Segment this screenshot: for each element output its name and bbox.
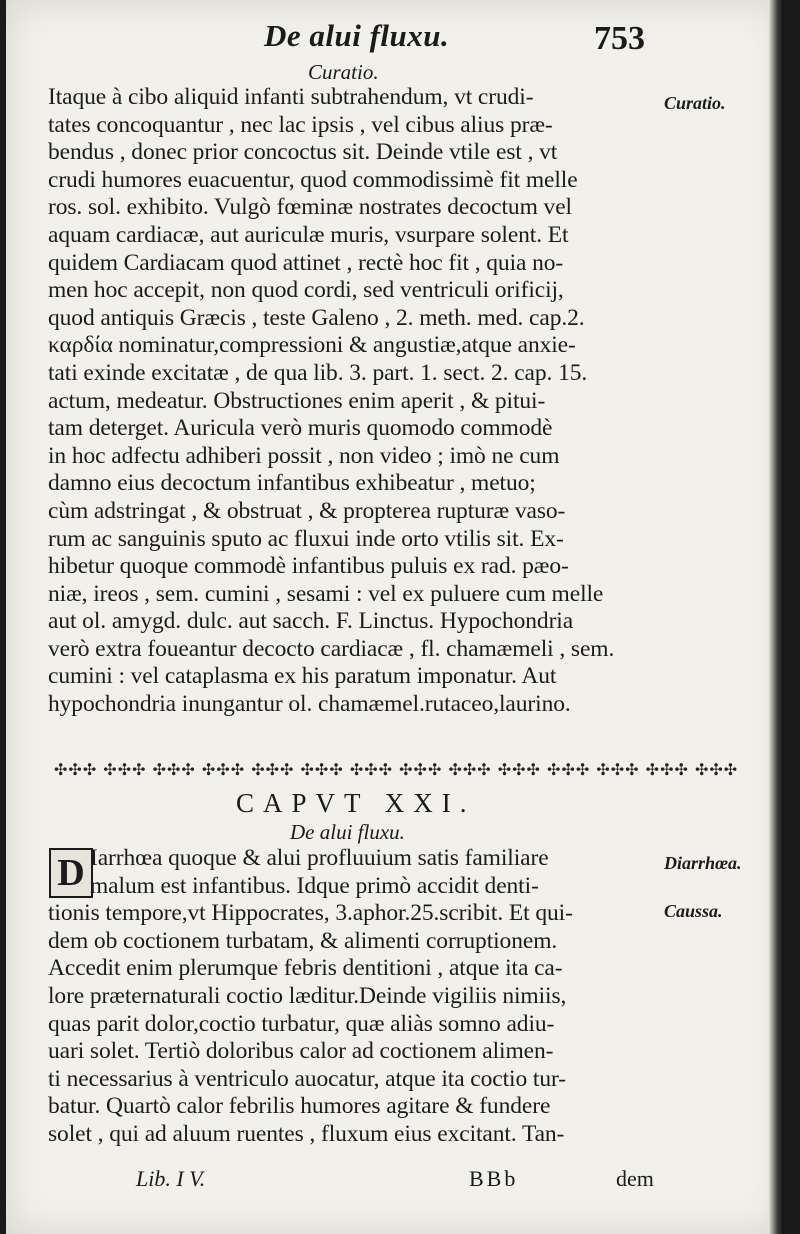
ornament-divider: ✣✣✣ ✣✣✣ ✣✣✣ ✣✣✣ ✣✣✣ ✣✣✣ ✣✣✣ ✣✣✣ ✣✣✣ ✣✣✣ ✣✣✣ ✣✣✣ ✣✣✣ ✣✣✣ [54, 760, 739, 779]
text-line: in hoc adfectu adhiberi possit , non video ; imò ne cum [48, 442, 560, 469]
drop-cap-initial: D [49, 848, 93, 898]
text-line: damno eius decoctum infantibus exhibeatur , metuo; [48, 470, 536, 497]
sheet-mark: BBb [469, 1166, 519, 1191]
margin-note-diarrhoea: Diarrhœa. [664, 853, 742, 873]
text-line: hibetur quoque commodè infantibus puluis ex rad. pæo- [48, 553, 569, 580]
margin-note-caussa: Caussa. [664, 901, 723, 921]
text-line: ti necessarius à ventriculo auocatur, atque ita coctio tur- [48, 1065, 566, 1092]
running-title: De alui fluxu. [264, 18, 450, 53]
text-line: cumini : vel cataplasma ex his paratum imponatur. Aut [48, 663, 557, 690]
text-line: quod antiquis Græcis , teste Galeno , 2. meth. med. cap.2. [48, 304, 585, 331]
text-line: Accedit enim plerumque febris dentitioni , atque ita ca- [48, 955, 563, 982]
text-line: Iarrhœa quoque & alui profluuium satis familiare [90, 845, 549, 871]
paragraph-curatio [48, 84, 662, 719]
text-line: actum, medeatur. Obstructiones enim aperit , & pitui- [48, 387, 546, 414]
signature-mark: Lib. I V. [136, 1166, 206, 1191]
page-number: 753 [594, 20, 645, 57]
text-line: Itaque à cibo aliquid infanti subtrahendum, vt crudi- [48, 84, 534, 110]
text-line: men hoc accepit, non quod cordi, sed ventriculi orificij, [48, 277, 564, 304]
page-edge-shadow [768, 0, 784, 1234]
text-line: niæ, ireos , sem. cumini , sesami : vel ex puluere cum melle [48, 580, 604, 607]
book-page [6, 0, 784, 1234]
paragraph-chapter-21 [48, 845, 662, 1149]
text-line: rum ac sanguinis sputo ac fluxui inde orto vtilis sit. Ex- [48, 525, 564, 552]
chapter-heading: CAPVT XXI. [236, 788, 476, 818]
text-line: solet , qui ad aluum ruentes , fluxum eius excitant. Tan- [48, 1120, 565, 1147]
text-line: hypochondria inungantur ol. chamæmel.rutaceo,laurino. [48, 691, 571, 718]
chapter-subtitle: De alui fluxu. [290, 820, 405, 844]
text-line: tates concoquantur , nec lac ipsis , vel cibus alius præ- [48, 111, 553, 138]
text-line: malum est infantibus. Idque primò accidit denti- [90, 872, 539, 899]
margin-note-curatio: Curatio. [664, 93, 726, 113]
text-line: tam deterget. Auricula verò muris quomodo commodè [48, 415, 553, 442]
text-line: quas parit dolor,coctio turbatur, quæ aliàs somno adiu- [48, 1010, 555, 1037]
text-line: lore præternaturali coctio læditur.Deinde vigiliis nimiis, [48, 982, 567, 1009]
text-line: aut ol. amygd. dulc. aut sacch. F. Linctus. Hypochondria [48, 608, 574, 635]
text-line: verò extra foueantur decocto cardiacæ , fl. chamæmeli , sem. [48, 635, 615, 662]
text-line: ros. sol. exhibito. Vulgò fœminæ nostrates decoctum vel [48, 194, 572, 221]
catchword: dem [616, 1166, 654, 1191]
text-line: batur. Quartò calor febrilis humores agitare & fundere [48, 1093, 551, 1120]
text-line: quidem Cardiacam quod attinet , rectè hoc fit , quia no- [48, 249, 564, 276]
text-line: uari solet. Tertiò doloribus calor ad coctionem alimen- [48, 1038, 554, 1065]
text-line: tionis tempore,vt Hippocrates, 3.aphor.25.scribit. Et qui- [48, 900, 573, 927]
text-line: tati exinde excitatæ , de qua lib. 3. part. 1. sect. 2. cap. 15. [48, 359, 588, 386]
text-line: dem ob coctionem turbatam, & alimenti corruptionem. [48, 927, 558, 954]
text-line: bendus , donec prior concoctus sit. Deinde vtile est , vt [48, 139, 558, 166]
text-line: cùm adstringat , & obstruat , & propterea rupturæ vaso- [48, 497, 566, 524]
text-line: καρδία nominatur,compressioni & angustiæ,atque anxie- [48, 332, 576, 359]
section-heading-curatio: Curatio. [308, 60, 379, 84]
text-line: aquam cardiacæ, aut auriculæ muris, vsurpare solent. Et [48, 221, 569, 248]
text-line: crudi humores euacuentur, quod commodissimè fit melle [48, 166, 578, 193]
